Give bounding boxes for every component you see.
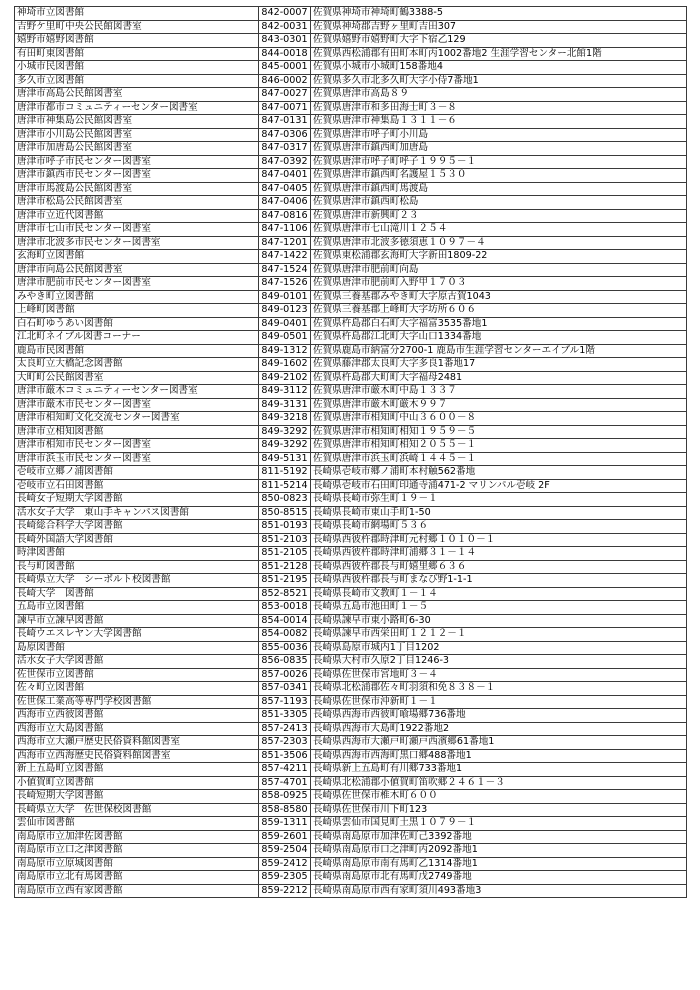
- library-name-cell[interactable]: 時津図書館: [15, 547, 259, 561]
- address-cell[interactable]: 佐賀県唐津市肥前町入野甲１７０３: [311, 277, 687, 291]
- address-cell[interactable]: 長崎県南島原市北有馬町戊2749番地: [311, 871, 687, 885]
- address-cell[interactable]: 佐賀県唐津市和多田海士町３－８: [311, 101, 687, 115]
- table-row: [15, 844, 687, 858]
- library-name-cell[interactable]: 神埼市立図書館: [15, 7, 259, 21]
- address-cell[interactable]: 佐賀県唐津市鎮西町名護屋１５３０: [311, 169, 687, 183]
- postal-code-cell[interactable]: 851-2128: [259, 560, 311, 574]
- table-row: [15, 749, 687, 763]
- postal-code-cell[interactable]: 847-1106: [259, 223, 311, 237]
- table-row: [15, 290, 687, 304]
- address-cell[interactable]: 長崎県諫早市東小路町6-30: [311, 614, 687, 628]
- table-row: [15, 412, 687, 426]
- address-cell[interactable]: 長崎県壱岐市石田町印通寺浦471-2 マリンパル壱岐 2F: [311, 479, 687, 493]
- postal-code-cell[interactable]: 847-1201: [259, 236, 311, 250]
- address-cell[interactable]: 長崎県西海市西彼町喰場郷736番地: [311, 709, 687, 723]
- table-row: [15, 776, 687, 790]
- address-cell[interactable]: 長崎県北松浦郡佐々町羽須和免８３８－１: [311, 682, 687, 696]
- library-name-cell[interactable]: みやき町立図書館: [15, 290, 259, 304]
- library-name-cell[interactable]: 壱岐市立郷ノ浦図書館: [15, 466, 259, 480]
- library-name-cell[interactable]: 南島原市立原城図書館: [15, 857, 259, 871]
- postal-code-cell[interactable]: 857-1193: [259, 695, 311, 709]
- postal-code-cell[interactable]: 846-0002: [259, 74, 311, 88]
- library-name-cell[interactable]: 活水女子大学図書館: [15, 655, 259, 669]
- postal-code-cell[interactable]: 857-4211: [259, 763, 311, 777]
- library-address-table: [14, 6, 687, 898]
- table-row: [15, 830, 687, 844]
- library-name-cell[interactable]: 南島原市立北有馬図書館: [15, 871, 259, 885]
- table-row: [15, 614, 687, 628]
- library-name-cell[interactable]: 唐津市立近代図書館: [15, 209, 259, 223]
- address-cell[interactable]: 長崎県北松浦郡小値賀町笛吹郷２４６１－３: [311, 776, 687, 790]
- table-row: [15, 655, 687, 669]
- address-cell[interactable]: 佐賀県唐津市北波多徳須恵１０９７－４: [311, 236, 687, 250]
- postal-code-cell[interactable]: 847-0131: [259, 115, 311, 129]
- library-name-cell[interactable]: 西海市立大瀬戸歴史民俗資料館図書室: [15, 736, 259, 750]
- postal-code-cell[interactable]: 857-4701: [259, 776, 311, 790]
- library-name-cell[interactable]: 小城市民図書館: [15, 61, 259, 75]
- postal-code-cell[interactable]: 849-3131: [259, 398, 311, 412]
- library-name-cell[interactable]: 多久市立図書館: [15, 74, 259, 88]
- table-row: [15, 223, 687, 237]
- table-row: [15, 331, 687, 345]
- library-name-cell[interactable]: 諫早市立諫早図書館: [15, 614, 259, 628]
- address-cell[interactable]: 佐賀県東松浦郡玄海町大字新田1809-22: [311, 250, 687, 264]
- address-cell[interactable]: 佐賀県杵島郡大町町大字福母2481: [311, 371, 687, 385]
- address-cell[interactable]: 長崎県諫早市西栄田町１２１２－１: [311, 628, 687, 642]
- library-name-cell[interactable]: 長崎ウエスレヤン大学図書館: [15, 628, 259, 642]
- table-row: [15, 74, 687, 88]
- table-row: [15, 628, 687, 642]
- address-cell[interactable]: 佐賀県唐津市相知町相知２０５５－１: [311, 439, 687, 453]
- address-cell[interactable]: 長崎県西海市大瀬戸町瀬戸西濱郷61番地1: [311, 736, 687, 750]
- table-row: [15, 763, 687, 777]
- table-row: [15, 7, 687, 21]
- library-name-cell[interactable]: 壱岐市立石田図書館: [15, 479, 259, 493]
- library-name-cell[interactable]: 西海市立大島図書館: [15, 722, 259, 736]
- library-name-cell[interactable]: 唐津市馬渡島公民館図書室: [15, 182, 259, 196]
- table-row: [15, 115, 687, 129]
- library-name-cell[interactable]: 唐津市肥前市民センター図書室: [15, 277, 259, 291]
- postal-code-cell[interactable]: 849-3218: [259, 412, 311, 426]
- address-cell[interactable]: 佐賀県唐津市七山滝川１２５４: [311, 223, 687, 237]
- table-row: [15, 493, 687, 507]
- address-cell[interactable]: 長崎県長崎市弥生町１９－１: [311, 493, 687, 507]
- postal-code-cell[interactable]: 851-2103: [259, 533, 311, 547]
- library-name-cell[interactable]: 唐津市厳木コミュニティーセンター図書室: [15, 385, 259, 399]
- library-name-cell[interactable]: 雲仙市図書館: [15, 817, 259, 831]
- address-cell[interactable]: 佐賀県神埼郡吉野ヶ里町吉田307: [311, 20, 687, 34]
- address-cell[interactable]: 佐賀県三養基郡上峰町大字坊所６０６: [311, 304, 687, 318]
- library-name-cell[interactable]: 長崎外国語大学図書館: [15, 533, 259, 547]
- address-cell[interactable]: 長崎県西彼杵郡時津町元村郷１０１０－１: [311, 533, 687, 547]
- postal-code-cell[interactable]: 858-0925: [259, 790, 311, 804]
- library-name-cell[interactable]: 唐津市呼子市民センター図書室: [15, 155, 259, 169]
- postal-code-cell[interactable]: 847-0405: [259, 182, 311, 196]
- library-name-cell[interactable]: 唐津市立相知図書館: [15, 425, 259, 439]
- address-cell[interactable]: 佐賀県唐津市呼子町呼子１９９５－１: [311, 155, 687, 169]
- table-row: [15, 236, 687, 250]
- address-cell[interactable]: 長崎県長崎市東山手町1-50: [311, 506, 687, 520]
- library-name-cell[interactable]: 活水女子大学 東山手キャンパス図書館: [15, 506, 259, 520]
- library-name-cell[interactable]: 唐津市加唐島公民館図書室: [15, 142, 259, 156]
- table-row: [15, 520, 687, 534]
- table-row: [15, 803, 687, 817]
- address-cell[interactable]: 佐賀県三養基郡みやき町大字原古賀1043: [311, 290, 687, 304]
- address-cell[interactable]: 長崎県西彼杵郡時津町浦郷３１－１４: [311, 547, 687, 561]
- table-row: [15, 101, 687, 115]
- postal-code-cell[interactable]: 847-0027: [259, 88, 311, 102]
- library-name-cell[interactable]: 小値賀町立図書館: [15, 776, 259, 790]
- table-row: [15, 560, 687, 574]
- table-row: [15, 466, 687, 480]
- table-row: [15, 385, 687, 399]
- table-row: [15, 574, 687, 588]
- library-name-cell[interactable]: 嬉野市嬉野図書館: [15, 34, 259, 48]
- library-name-cell[interactable]: 五島市立図書館: [15, 601, 259, 615]
- library-name-cell[interactable]: 唐津市小川島公民館図書室: [15, 128, 259, 142]
- postal-code-cell[interactable]: 858-8580: [259, 803, 311, 817]
- table-row: [15, 871, 687, 885]
- address-cell[interactable]: 佐賀県唐津市浜玉町浜崎１４４５－１: [311, 452, 687, 466]
- postal-code-cell[interactable]: 859-1311: [259, 817, 311, 831]
- postal-code-cell[interactable]: 847-0071: [259, 101, 311, 115]
- library-name-cell[interactable]: 唐津市厳木市民センター図書室: [15, 398, 259, 412]
- address-cell[interactable]: 長崎県南島原市口之津町丙2092番地1: [311, 844, 687, 858]
- address-cell[interactable]: 長崎県南島原市加津佐町己3392番地: [311, 830, 687, 844]
- postal-code-cell[interactable]: 857-2303: [259, 736, 311, 750]
- postal-code-cell[interactable]: 847-1526: [259, 277, 311, 291]
- table-row: [15, 439, 687, 453]
- library-address-sheet: [14, 6, 686, 898]
- table-row: [15, 695, 687, 709]
- postal-code-cell[interactable]: 849-3292: [259, 425, 311, 439]
- postal-code-cell[interactable]: 847-0392: [259, 155, 311, 169]
- postal-code-cell[interactable]: 859-2601: [259, 830, 311, 844]
- table-row: [15, 182, 687, 196]
- library-name-cell[interactable]: 大町町公民館図書室: [15, 371, 259, 385]
- table-row: [15, 88, 687, 102]
- postal-code-cell[interactable]: 849-0401: [259, 317, 311, 331]
- table-row: [15, 155, 687, 169]
- library-name-cell[interactable]: 島原図書館: [15, 641, 259, 655]
- address-cell[interactable]: 佐賀県唐津市鎮西町馬渡島: [311, 182, 687, 196]
- postal-code-cell[interactable]: 853-0018: [259, 601, 311, 615]
- library-name-cell[interactable]: 鹿島市民図書館: [15, 344, 259, 358]
- address-cell[interactable]: 長崎県佐世保市宮地町３－４: [311, 668, 687, 682]
- postal-code-cell[interactable]: 842-0031: [259, 20, 311, 34]
- library-name-cell[interactable]: 長崎大学 図書館: [15, 587, 259, 601]
- postal-code-cell[interactable]: 850-0823: [259, 493, 311, 507]
- library-name-cell[interactable]: 有田町東図書館: [15, 47, 259, 61]
- postal-code-cell[interactable]: 849-2102: [259, 371, 311, 385]
- table-row: [15, 790, 687, 804]
- library-name-cell[interactable]: 唐津市高島公民館図書室: [15, 88, 259, 102]
- postal-code-cell[interactable]: 847-0306: [259, 128, 311, 142]
- library-name-cell[interactable]: 唐津市浜玉市民センター図書室: [15, 452, 259, 466]
- postal-code-cell[interactable]: 849-1602: [259, 358, 311, 372]
- postal-code-cell[interactable]: 851-2105: [259, 547, 311, 561]
- table-row: [15, 641, 687, 655]
- library-name-cell[interactable]: 南島原市立口之津図書館: [15, 844, 259, 858]
- library-name-cell[interactable]: 唐津市北波多市民センター図書室: [15, 236, 259, 250]
- library-name-cell[interactable]: 唐津市鎮西市民センター図書室: [15, 169, 259, 183]
- postal-code-cell[interactable]: 849-1312: [259, 344, 311, 358]
- library-name-cell[interactable]: 佐々町立図書館: [15, 682, 259, 696]
- postal-code-cell[interactable]: 845-0001: [259, 61, 311, 75]
- library-name-cell[interactable]: 上峰町図書館: [15, 304, 259, 318]
- postal-code-cell[interactable]: 847-0406: [259, 196, 311, 210]
- table-row: [15, 34, 687, 48]
- library-name-cell[interactable]: 唐津市向島公民館図書室: [15, 263, 259, 277]
- address-cell[interactable]: 長崎県五島市池田町１－５: [311, 601, 687, 615]
- library-name-cell[interactable]: 白石町ゆうあい図書館: [15, 317, 259, 331]
- address-cell[interactable]: 長崎県新上五島町有川郷733番地1: [311, 763, 687, 777]
- table-row: [15, 196, 687, 210]
- address-cell[interactable]: 佐賀県唐津市神集島１３１１－６: [311, 115, 687, 129]
- postal-code-cell[interactable]: 851-3305: [259, 709, 311, 723]
- address-cell[interactable]: 長崎県大村市久原2丁目1246-3: [311, 655, 687, 669]
- table-row: [15, 398, 687, 412]
- postal-code-cell[interactable]: 849-0501: [259, 331, 311, 345]
- postal-code-cell[interactable]: 849-0101: [259, 290, 311, 304]
- library-name-cell[interactable]: 唐津市松島公民館図書室: [15, 196, 259, 210]
- postal-code-cell[interactable]: 811-5192: [259, 466, 311, 480]
- postal-code-cell[interactable]: 847-0816: [259, 209, 311, 223]
- library-name-cell[interactable]: 佐世保市立図書館: [15, 668, 259, 682]
- address-cell[interactable]: 佐賀県嬉野市嬉野町大字下宿乙129: [311, 34, 687, 48]
- address-cell[interactable]: 長崎県西海市大島町1922番地2: [311, 722, 687, 736]
- table-row: [15, 668, 687, 682]
- table-row: [15, 263, 687, 277]
- address-cell[interactable]: 佐賀県唐津市呼子町小川島: [311, 128, 687, 142]
- postal-code-cell[interactable]: 849-3292: [259, 439, 311, 453]
- table-row: [15, 371, 687, 385]
- address-cell[interactable]: 佐賀県神埼市神埼町鶴3388-5: [311, 7, 687, 21]
- table-row: [15, 61, 687, 75]
- address-cell[interactable]: 佐賀県小城市小城町158番地4: [311, 61, 687, 75]
- table-row: [15, 884, 687, 898]
- library-name-cell[interactable]: 南島原市立加津佐図書館: [15, 830, 259, 844]
- address-cell[interactable]: 長崎県西彼杵郡長与町まなび野1-1-1: [311, 574, 687, 588]
- postal-code-cell[interactable]: 855-0036: [259, 641, 311, 655]
- library-name-cell[interactable]: 唐津市七山市民センター図書室: [15, 223, 259, 237]
- address-cell[interactable]: 長崎県壱岐市郷ノ浦町本村触562番地: [311, 466, 687, 480]
- library-name-cell[interactable]: 長崎県立大学 佐世保校図書館: [15, 803, 259, 817]
- postal-code-cell[interactable]: 847-0401: [259, 169, 311, 183]
- table-row: [15, 736, 687, 750]
- address-cell[interactable]: 佐賀県藤津郡太良町大字多良1番地17: [311, 358, 687, 372]
- postal-code-cell[interactable]: 847-1422: [259, 250, 311, 264]
- table-body: [15, 7, 687, 898]
- library-name-cell[interactable]: 長崎短期大学図書館: [15, 790, 259, 804]
- table-row: [15, 506, 687, 520]
- postal-code-cell[interactable]: 857-0341: [259, 682, 311, 696]
- table-row: [15, 547, 687, 561]
- address-cell[interactable]: 佐賀県唐津市鎮西町加唐島: [311, 142, 687, 156]
- address-cell[interactable]: 長崎県南島原市西有家町須川493番地3: [311, 884, 687, 898]
- address-cell[interactable]: 佐賀県唐津市高島８９: [311, 88, 687, 102]
- library-name-cell[interactable]: 長崎女子短期大学図書館: [15, 493, 259, 507]
- table-row: [15, 722, 687, 736]
- postal-code-cell[interactable]: 843-0301: [259, 34, 311, 48]
- postal-code-cell[interactable]: 851-3506: [259, 749, 311, 763]
- address-cell[interactable]: 長崎県長崎市網場町５３６: [311, 520, 687, 534]
- postal-code-cell[interactable]: 811-5214: [259, 479, 311, 493]
- library-name-cell[interactable]: 太良町立大橋記念図書館: [15, 358, 259, 372]
- table-row: [15, 358, 687, 372]
- address-cell[interactable]: 長崎県佐世保市椎木町６００: [311, 790, 687, 804]
- table-row: [15, 857, 687, 871]
- table-row: [15, 601, 687, 615]
- address-cell[interactable]: 佐賀県唐津市新興町２３: [311, 209, 687, 223]
- table-row: [15, 533, 687, 547]
- postal-code-cell[interactable]: 851-2195: [259, 574, 311, 588]
- address-cell[interactable]: 長崎県雲仙市国見町土黒１０７９－１: [311, 817, 687, 831]
- table-row: [15, 817, 687, 831]
- library-name-cell[interactable]: 佐世保工業高等専門学校図書館: [15, 695, 259, 709]
- library-name-cell[interactable]: 唐津市相知市民センター図書室: [15, 439, 259, 453]
- address-cell[interactable]: 長崎県佐世保市川下町123: [311, 803, 687, 817]
- library-name-cell[interactable]: 長与町図書館: [15, 560, 259, 574]
- address-cell[interactable]: 長崎県長崎市文教町１－１４: [311, 587, 687, 601]
- address-cell[interactable]: 佐賀県多久市北多久町大字小侍7番地1: [311, 74, 687, 88]
- address-cell[interactable]: 佐賀県杵島郡白石町大字福富3535番地1: [311, 317, 687, 331]
- postal-code-cell[interactable]: 852-8521: [259, 587, 311, 601]
- table-row: [15, 47, 687, 61]
- library-name-cell[interactable]: 西海市立西海歴史民俗資料館図書室: [15, 749, 259, 763]
- postal-code-cell[interactable]: 857-2413: [259, 722, 311, 736]
- table-row: [15, 142, 687, 156]
- postal-code-cell[interactable]: 847-1524: [259, 263, 311, 277]
- address-cell[interactable]: 佐賀県西松浦郡有田町本町丙1002番地2 生涯学習センター北館1階: [311, 47, 687, 61]
- postal-code-cell[interactable]: 851-0193: [259, 520, 311, 534]
- address-cell[interactable]: 佐賀県唐津市相知町相知１９５９－５: [311, 425, 687, 439]
- table-row: [15, 277, 687, 291]
- address-cell[interactable]: 佐賀県鹿島市納富分2700-1 鹿島市生涯学習センターエイブル1階: [311, 344, 687, 358]
- postal-code-cell[interactable]: 844-0018: [259, 47, 311, 61]
- library-name-cell[interactable]: 長崎県立大学 シーボルト校図書館: [15, 574, 259, 588]
- table-row: [15, 452, 687, 466]
- library-name-cell[interactable]: 玄海町立図書館: [15, 250, 259, 264]
- postal-code-cell[interactable]: 842-0007: [259, 7, 311, 21]
- postal-code-cell[interactable]: 850-8515: [259, 506, 311, 520]
- address-cell[interactable]: 佐賀県杵島郡江北町大字山口1334番地: [311, 331, 687, 345]
- postal-code-cell[interactable]: 849-5131: [259, 452, 311, 466]
- address-cell[interactable]: 長崎県佐世保市沖新町１－１: [311, 695, 687, 709]
- postal-code-cell[interactable]: 859-2412: [259, 857, 311, 871]
- address-cell[interactable]: 佐賀県唐津市相知町中山３６００－８: [311, 412, 687, 426]
- table-row: [15, 250, 687, 264]
- table-row: [15, 169, 687, 183]
- table-row: [15, 425, 687, 439]
- table-row: [15, 304, 687, 318]
- library-name-cell[interactable]: 江北町ネイブル図書コーナー: [15, 331, 259, 345]
- postal-code-cell[interactable]: 847-0317: [259, 142, 311, 156]
- postal-code-cell[interactable]: 854-0082: [259, 628, 311, 642]
- library-name-cell[interactable]: 南島原市立西有家図書館: [15, 884, 259, 898]
- library-name-cell[interactable]: 吉野ケ里町中央公民館図書室: [15, 20, 259, 34]
- address-cell[interactable]: 佐賀県唐津市厳木町厳木９９７: [311, 398, 687, 412]
- library-name-cell[interactable]: 西海市立西彼図書館: [15, 709, 259, 723]
- address-cell[interactable]: 佐賀県唐津市肥前町向島: [311, 263, 687, 277]
- table-row: [15, 709, 687, 723]
- postal-code-cell[interactable]: 857-0026: [259, 668, 311, 682]
- postal-code-cell[interactable]: 859-2212: [259, 884, 311, 898]
- postal-code-cell[interactable]: 856-0835: [259, 655, 311, 669]
- postal-code-cell[interactable]: 854-0014: [259, 614, 311, 628]
- library-name-cell[interactable]: 唐津市都市コミュニティーセンター図書室: [15, 101, 259, 115]
- table-row: [15, 479, 687, 493]
- address-cell[interactable]: 佐賀県唐津市厳木町中島１３３７: [311, 385, 687, 399]
- library-name-cell[interactable]: 唐津市神集島公民館図書室: [15, 115, 259, 129]
- library-name-cell[interactable]: 新上五島町立図書館: [15, 763, 259, 777]
- table-row: [15, 209, 687, 223]
- postal-code-cell[interactable]: 849-3112: [259, 385, 311, 399]
- postal-code-cell[interactable]: 859-2504: [259, 844, 311, 858]
- postal-code-cell[interactable]: 849-0123: [259, 304, 311, 318]
- table-row: [15, 20, 687, 34]
- address-cell[interactable]: 長崎県島原市城内1丁目1202: [311, 641, 687, 655]
- address-cell[interactable]: 長崎県西海市西海町黒口郷488番地1: [311, 749, 687, 763]
- address-cell[interactable]: 長崎県南島原市南有馬町乙1314番地1: [311, 857, 687, 871]
- table-row: [15, 128, 687, 142]
- table-row: [15, 587, 687, 601]
- table-row: [15, 317, 687, 331]
- address-cell[interactable]: 長崎県西彼杵郡長与町嬉里郷６３６: [311, 560, 687, 574]
- table-row: [15, 682, 687, 696]
- table-row: [15, 344, 687, 358]
- library-name-cell[interactable]: 唐津市相知町文化交流センター図書室: [15, 412, 259, 426]
- address-cell[interactable]: 佐賀県唐津市鎮西町松島: [311, 196, 687, 210]
- library-name-cell[interactable]: 長崎総合科学大学図書館: [15, 520, 259, 534]
- postal-code-cell[interactable]: 859-2305: [259, 871, 311, 885]
